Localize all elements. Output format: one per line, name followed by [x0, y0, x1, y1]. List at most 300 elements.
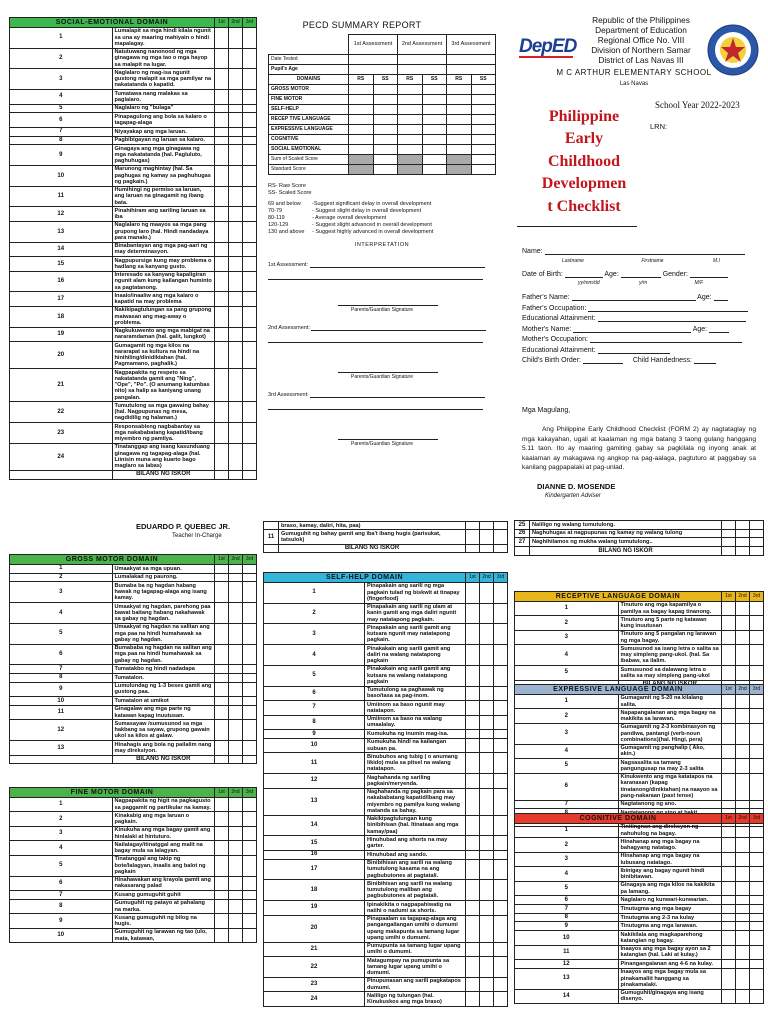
summary-score-cell[interactable]	[398, 135, 423, 145]
assessment-1-checkbox[interactable]	[215, 603, 229, 624]
assessment-3-checkbox[interactable]	[243, 582, 257, 603]
assessment-3-checkbox[interactable]	[243, 127, 257, 136]
assessment-1-checkbox[interactable]	[722, 931, 736, 946]
summary-score-cell[interactable]	[471, 115, 496, 125]
assessment-2-checkbox[interactable]	[229, 826, 243, 841]
assessment-3-checkbox[interactable]	[243, 644, 257, 665]
assessment-2-checkbox[interactable]	[229, 292, 243, 307]
assessment-2-checkbox[interactable]	[736, 630, 750, 645]
assessment-2-checkbox[interactable]	[229, 928, 243, 943]
assessment-3-checkbox[interactable]	[750, 968, 764, 989]
assessment-3-checkbox[interactable]	[494, 701, 508, 716]
assessment-2-checkbox[interactable]	[229, 327, 243, 342]
assessment-2-checkbox[interactable]	[229, 797, 243, 812]
assessment-1-checkbox[interactable]	[215, 644, 229, 665]
assessment-2-checkbox[interactable]	[480, 850, 494, 859]
summary-score-cell[interactable]	[349, 145, 374, 155]
assessment-1-checkbox[interactable]	[466, 603, 480, 624]
assessment-1-checkbox[interactable]	[722, 823, 736, 838]
assessment-1-checkbox[interactable]	[722, 989, 736, 1004]
assessment-2-checkbox[interactable]	[229, 145, 243, 166]
assessment-2-checkbox[interactable]	[229, 673, 243, 682]
summary-score-cell[interactable]	[398, 155, 423, 165]
assessment-1-checkbox[interactable]	[466, 992, 480, 1007]
assessment-1-checkbox[interactable]	[215, 136, 229, 145]
assessment-3-checkbox[interactable]	[243, 186, 257, 207]
father-name-field[interactable]	[522, 293, 760, 304]
assessment-3-checkbox[interactable]	[243, 136, 257, 145]
summary-score-cell[interactable]	[349, 155, 374, 165]
assessment-1-checkbox[interactable]	[215, 682, 229, 697]
assessment-2-checkbox[interactable]	[736, 968, 750, 989]
assessment-3-checkbox[interactable]	[243, 423, 257, 444]
assessment-2-checkbox[interactable]	[480, 686, 494, 701]
assessment-3-checkbox[interactable]	[494, 859, 508, 880]
assessment-1-checkbox[interactable]	[722, 960, 736, 969]
summary-score-cell[interactable]	[422, 165, 447, 175]
assessment-2-checkbox[interactable]	[480, 645, 494, 666]
assessment-1-checkbox[interactable]	[215, 665, 229, 674]
assessment-3-checkbox[interactable]	[494, 788, 508, 815]
assessment-3-checkbox[interactable]	[243, 207, 257, 222]
assessment-3-checkbox[interactable]	[750, 616, 764, 631]
assessment-2-checkbox[interactable]	[229, 48, 243, 69]
assessment-1-checkbox[interactable]	[722, 601, 736, 616]
summary-score-cell[interactable]	[471, 145, 496, 155]
assessment-2-checkbox[interactable]	[480, 815, 494, 836]
summary-score-cell[interactable]	[398, 85, 423, 95]
assessment-2-checkbox[interactable]	[480, 624, 494, 645]
assessment-1-checkbox[interactable]	[215, 127, 229, 136]
assessment-2-checkbox[interactable]	[229, 271, 243, 292]
summary-score-cell[interactable]	[447, 95, 472, 105]
summary-score-cell[interactable]	[447, 145, 472, 155]
assessment-2-checkbox[interactable]	[480, 730, 494, 739]
assessment-1-checkbox[interactable]	[722, 881, 736, 896]
assessment-1-checkbox[interactable]	[466, 957, 480, 978]
assessment-1-checkbox[interactable]	[215, 705, 229, 720]
assessment-2-checkbox[interactable]	[229, 342, 243, 369]
assessment-3-checkbox[interactable]	[243, 928, 257, 943]
assessment-1-checkbox[interactable]	[215, 48, 229, 69]
summary-score-cell[interactable]	[349, 115, 374, 125]
assessment-2-checkbox[interactable]	[736, 694, 750, 709]
assessment-2-checkbox[interactable]	[229, 27, 243, 48]
summary-score-cell[interactable]	[398, 125, 423, 135]
assessment-1-checkbox[interactable]	[466, 901, 480, 916]
assessment-3-checkbox[interactable]	[243, 899, 257, 914]
assessment-1-checkbox[interactable]	[466, 880, 480, 901]
assessment-3-checkbox[interactable]	[243, 623, 257, 644]
assessment-3-checkbox[interactable]	[494, 715, 508, 730]
summary-score-cell[interactable]	[373, 85, 398, 95]
summary-score-cell[interactable]	[373, 125, 398, 135]
assessment-3-checkbox[interactable]	[494, 522, 508, 530]
assessment-3-checkbox[interactable]	[750, 922, 764, 931]
score-cell[interactable]	[229, 755, 243, 764]
score-cell[interactable]	[215, 470, 229, 479]
assessment-1-checkbox[interactable]	[466, 624, 480, 645]
assessment-3-checkbox[interactable]	[243, 145, 257, 166]
assessment-1-checkbox[interactable]	[722, 616, 736, 631]
assessment-3-checkbox[interactable]	[750, 538, 764, 547]
assessment-2-checkbox[interactable]	[229, 306, 243, 327]
assessment-1-checkbox[interactable]	[466, 701, 480, 716]
assessment-2-checkbox[interactable]	[736, 881, 750, 896]
summary-score-cell[interactable]	[471, 95, 496, 105]
score-cell[interactable]	[243, 470, 257, 479]
father-education-field[interactable]	[522, 314, 760, 325]
assessment-1-checkbox[interactable]	[466, 730, 480, 739]
assessment-1-checkbox[interactable]	[722, 773, 736, 800]
assessment-3-checkbox[interactable]	[243, 812, 257, 827]
assessment-3-checkbox[interactable]	[750, 989, 764, 1004]
summary-score-cell[interactable]	[447, 135, 472, 145]
assessment-1-checkbox[interactable]	[722, 867, 736, 882]
assessment-1-checkbox[interactable]	[466, 665, 480, 686]
summary-score-cell[interactable]	[447, 155, 472, 165]
score-cell[interactable]	[750, 547, 764, 556]
assessment-2-checkbox[interactable]	[229, 891, 243, 900]
assessment-3-checkbox[interactable]	[750, 773, 764, 800]
score-cell[interactable]	[480, 544, 494, 553]
assessment-1-checkbox[interactable]	[215, 443, 229, 470]
assessment-1-checkbox[interactable]	[215, 104, 229, 113]
assessment-2-checkbox[interactable]	[480, 788, 494, 815]
assessment-3-checkbox[interactable]	[750, 744, 764, 759]
assessment-3-checkbox[interactable]	[750, 945, 764, 960]
assessment-3-checkbox[interactable]	[243, 876, 257, 891]
summary-score-cell[interactable]	[471, 165, 496, 175]
summary-score-cell[interactable]	[373, 155, 398, 165]
assessment-2-checkbox[interactable]	[480, 859, 494, 880]
assessment-3-checkbox[interactable]	[243, 603, 257, 624]
assessment-1-checkbox[interactable]	[215, 797, 229, 812]
summary-score-cell[interactable]	[349, 125, 374, 135]
assessment-1-checkbox[interactable]	[215, 573, 229, 582]
assessment-3-checkbox[interactable]	[494, 880, 508, 901]
assessment-3-checkbox[interactable]	[494, 992, 508, 1007]
assessment-3-checkbox[interactable]	[494, 730, 508, 739]
assessment-1-checkbox[interactable]	[722, 838, 736, 853]
assessment-2-checkbox[interactable]	[229, 207, 243, 222]
assessment-2-checkbox[interactable]	[736, 645, 750, 666]
summary-score-cell[interactable]	[447, 105, 472, 115]
assessment-2-checkbox[interactable]	[229, 644, 243, 665]
summary-score-cell[interactable]	[422, 145, 447, 155]
assessment-2-checkbox[interactable]	[229, 582, 243, 603]
assessment-1-checkbox[interactable]	[466, 815, 480, 836]
assessment-1-checkbox[interactable]	[215, 582, 229, 603]
assessment-1-checkbox[interactable]	[215, 855, 229, 876]
assessment-1-checkbox[interactable]	[466, 715, 480, 730]
assessment-2-checkbox[interactable]	[736, 913, 750, 922]
assessment-2-checkbox[interactable]	[736, 896, 750, 905]
assessment-3-checkbox[interactable]	[243, 891, 257, 900]
assessment-1-checkbox[interactable]	[466, 530, 480, 545]
assessment-2-checkbox[interactable]	[480, 915, 494, 942]
assessment-1-checkbox[interactable]	[466, 942, 480, 957]
assessment-2-checkbox[interactable]	[229, 603, 243, 624]
assessment-1-checkbox[interactable]	[722, 709, 736, 724]
score-cell[interactable]	[243, 755, 257, 764]
assessment-1-checkbox[interactable]	[722, 538, 736, 547]
assessment-2-checkbox[interactable]	[480, 530, 494, 545]
assessment-3-checkbox[interactable]	[243, 257, 257, 272]
assessment-3-checkbox[interactable]	[243, 306, 257, 327]
assessment-1-checkbox[interactable]	[722, 759, 736, 774]
assessment-3-checkbox[interactable]	[243, 27, 257, 48]
assessment-2-checkbox[interactable]	[736, 529, 750, 538]
assessment-2-checkbox[interactable]	[736, 852, 750, 867]
assessment-3-checkbox[interactable]	[494, 942, 508, 957]
assessment-2-checkbox[interactable]	[229, 720, 243, 741]
summary-score-cell[interactable]	[447, 165, 472, 175]
assessment-1-checkbox[interactable]	[722, 694, 736, 709]
assessment-3-checkbox[interactable]	[494, 665, 508, 686]
assessment-1-checkbox[interactable]	[215, 306, 229, 327]
assessment-2-checkbox[interactable]	[736, 666, 750, 681]
assessment-2-checkbox[interactable]	[480, 836, 494, 851]
assessment-3-checkbox[interactable]	[750, 723, 764, 744]
assessment-1-checkbox[interactable]	[466, 915, 480, 942]
assessment-1-checkbox[interactable]	[215, 720, 229, 741]
assessment-2-checkbox[interactable]	[229, 242, 243, 257]
assessment-2-checkbox[interactable]	[229, 221, 243, 242]
assessment-3-checkbox[interactable]	[750, 800, 764, 809]
assessment-1-checkbox[interactable]	[215, 342, 229, 369]
assessment-2-checkbox[interactable]	[229, 423, 243, 444]
assessment-3-checkbox[interactable]	[750, 838, 764, 853]
assessment-3-checkbox[interactable]	[494, 774, 508, 789]
assessment-1-checkbox[interactable]	[466, 788, 480, 815]
assessment-1-checkbox[interactable]	[466, 645, 480, 666]
dob-field[interactable]	[522, 270, 760, 281]
assessment-1-checkbox[interactable]	[466, 859, 480, 880]
assessment-3-checkbox[interactable]	[750, 759, 764, 774]
assessment-3-checkbox[interactable]	[243, 165, 257, 186]
assessment-2-checkbox[interactable]	[229, 876, 243, 891]
assessment-2-checkbox[interactable]	[736, 744, 750, 759]
assessment-3-checkbox[interactable]	[243, 292, 257, 307]
assessment-1-checkbox[interactable]	[722, 852, 736, 867]
assessment-1-checkbox[interactable]	[215, 623, 229, 644]
assessment-2-checkbox[interactable]	[229, 104, 243, 113]
summary-score-cell[interactable]	[398, 165, 423, 175]
assessment-3-checkbox[interactable]	[243, 242, 257, 257]
assessment-2-checkbox[interactable]	[229, 127, 243, 136]
assessment-3-checkbox[interactable]	[494, 957, 508, 978]
assessment-2-checkbox[interactable]	[736, 800, 750, 809]
summary-score-cell[interactable]	[398, 95, 423, 105]
summary-score-cell[interactable]	[471, 155, 496, 165]
assessment-2-checkbox[interactable]	[480, 992, 494, 1007]
assessment-1-checkbox[interactable]	[215, 564, 229, 573]
assessment-1-checkbox[interactable]	[722, 630, 736, 645]
assessment-2-checkbox[interactable]	[229, 257, 243, 272]
assessment-2-checkbox[interactable]	[229, 855, 243, 876]
mother-education-field[interactable]	[522, 346, 760, 357]
assessment-3-checkbox[interactable]	[243, 841, 257, 856]
father-occupation-field[interactable]	[522, 304, 760, 315]
assessment-3-checkbox[interactable]	[494, 624, 508, 645]
assessment-3-checkbox[interactable]	[243, 90, 257, 105]
assessment-3-checkbox[interactable]	[750, 709, 764, 724]
assessment-3-checkbox[interactable]	[243, 697, 257, 706]
assessment-3-checkbox[interactable]	[243, 914, 257, 929]
assessment-2-checkbox[interactable]	[229, 697, 243, 706]
assessment-3-checkbox[interactable]	[494, 850, 508, 859]
assessment-3-checkbox[interactable]	[243, 855, 257, 876]
assessment-2-checkbox[interactable]	[736, 945, 750, 960]
assessment-2-checkbox[interactable]	[480, 753, 494, 774]
assessment-3-checkbox[interactable]	[243, 48, 257, 69]
summary-score-cell[interactable]	[422, 135, 447, 145]
assessment-1-checkbox[interactable]	[722, 723, 736, 744]
assessment-3-checkbox[interactable]	[243, 673, 257, 682]
assessment-3-checkbox[interactable]	[750, 630, 764, 645]
assessment-1-checkbox[interactable]	[215, 826, 229, 841]
assessment-3-checkbox[interactable]	[243, 705, 257, 720]
assessment-1-checkbox[interactable]	[215, 207, 229, 222]
assessment-2-checkbox[interactable]	[480, 582, 494, 603]
assessment-3-checkbox[interactable]	[494, 603, 508, 624]
summary-score-cell[interactable]	[447, 85, 472, 95]
mother-name-field[interactable]	[522, 325, 760, 336]
assessment-3-checkbox[interactable]	[243, 573, 257, 582]
assessment-2-checkbox[interactable]	[736, 723, 750, 744]
assessment-2-checkbox[interactable]	[229, 741, 243, 756]
summary-score-cell[interactable]	[349, 85, 374, 95]
assessment-3-checkbox[interactable]	[750, 931, 764, 946]
assessment-2-checkbox[interactable]	[480, 738, 494, 753]
assessment-2-checkbox[interactable]	[480, 774, 494, 789]
assessment-3-checkbox[interactable]	[750, 867, 764, 882]
summary-score-cell[interactable]	[422, 125, 447, 135]
assessment-1-checkbox[interactable]	[215, 369, 229, 402]
score-cell[interactable]	[736, 547, 750, 556]
assessment-2-checkbox[interactable]	[229, 443, 243, 470]
summary-score-cell[interactable]	[422, 115, 447, 125]
summary-score-cell[interactable]	[422, 105, 447, 115]
assessment-2-checkbox[interactable]	[229, 136, 243, 145]
assessment-2-checkbox[interactable]	[229, 841, 243, 856]
assessment-2-checkbox[interactable]	[229, 90, 243, 105]
assessment-3-checkbox[interactable]	[494, 753, 508, 774]
assessment-2-checkbox[interactable]	[480, 603, 494, 624]
assessment-1-checkbox[interactable]	[215, 402, 229, 423]
assessment-2-checkbox[interactable]	[229, 899, 243, 914]
assessment-3-checkbox[interactable]	[750, 960, 764, 969]
assessment-3-checkbox[interactable]	[243, 104, 257, 113]
summary-score-cell[interactable]	[398, 105, 423, 115]
summary-score-cell[interactable]	[422, 85, 447, 95]
assessment-2-checkbox[interactable]	[480, 880, 494, 901]
assessment-2-checkbox[interactable]	[736, 709, 750, 724]
assessment-3-checkbox[interactable]	[750, 694, 764, 709]
assessment-2-checkbox[interactable]	[480, 977, 494, 992]
assessment-2-checkbox[interactable]	[229, 402, 243, 423]
mother-occupation-field[interactable]	[522, 335, 760, 346]
assessment-3-checkbox[interactable]	[243, 402, 257, 423]
assessment-1-checkbox[interactable]	[466, 522, 480, 530]
summary-score-cell[interactable]	[349, 95, 374, 105]
assessment-3-checkbox[interactable]	[243, 443, 257, 470]
assessment-3-checkbox[interactable]	[750, 905, 764, 914]
assessment-1-checkbox[interactable]	[722, 913, 736, 922]
assessment-2-checkbox[interactable]	[736, 823, 750, 838]
assessment-1-checkbox[interactable]	[215, 165, 229, 186]
assessment-3-checkbox[interactable]	[494, 530, 508, 545]
assessment-3-checkbox[interactable]	[494, 901, 508, 916]
assessment-3-checkbox[interactable]	[750, 666, 764, 681]
summary-score-cell[interactable]	[398, 115, 423, 125]
summary-score-cell[interactable]	[447, 115, 472, 125]
assessment-1-checkbox[interactable]	[722, 645, 736, 666]
assessment-3-checkbox[interactable]	[494, 645, 508, 666]
assessment-3-checkbox[interactable]	[243, 342, 257, 369]
score-cell[interactable]	[494, 544, 508, 553]
assessment-3-checkbox[interactable]	[243, 682, 257, 697]
assessment-1-checkbox[interactable]	[466, 686, 480, 701]
assessment-1-checkbox[interactable]	[215, 69, 229, 90]
assessment-1-checkbox[interactable]	[215, 841, 229, 856]
assessment-2-checkbox[interactable]	[229, 113, 243, 128]
assessment-3-checkbox[interactable]	[243, 369, 257, 402]
summary-score-cell[interactable]	[471, 85, 496, 95]
assessment-1-checkbox[interactable]	[215, 899, 229, 914]
assessment-3-checkbox[interactable]	[243, 720, 257, 741]
assessment-3-checkbox[interactable]	[494, 977, 508, 992]
summary-score-cell[interactable]	[349, 105, 374, 115]
assessment-3-checkbox[interactable]	[750, 601, 764, 616]
assessment-3-checkbox[interactable]	[243, 327, 257, 342]
assessment-3-checkbox[interactable]	[750, 913, 764, 922]
assessment-1-checkbox[interactable]	[466, 774, 480, 789]
assessment-3-checkbox[interactable]	[494, 915, 508, 942]
assessment-1-checkbox[interactable]	[215, 292, 229, 307]
assessment-1-checkbox[interactable]	[722, 945, 736, 960]
assessment-2-checkbox[interactable]	[736, 838, 750, 853]
score-cell[interactable]	[229, 470, 243, 479]
assessment-3-checkbox[interactable]	[750, 881, 764, 896]
assessment-2-checkbox[interactable]	[736, 931, 750, 946]
assessment-1-checkbox[interactable]	[722, 905, 736, 914]
assessment-3-checkbox[interactable]	[243, 665, 257, 674]
assessment-1-checkbox[interactable]	[722, 529, 736, 538]
assessment-3-checkbox[interactable]	[750, 823, 764, 838]
summary-score-cell[interactable]	[447, 125, 472, 135]
assessment-3-checkbox[interactable]	[494, 686, 508, 701]
assessment-3-checkbox[interactable]	[494, 815, 508, 836]
assessment-1-checkbox[interactable]	[215, 113, 229, 128]
assessment-2-checkbox[interactable]	[480, 522, 494, 530]
assessment-3-checkbox[interactable]	[750, 521, 764, 530]
assessment-1-checkbox[interactable]	[215, 327, 229, 342]
score-cell[interactable]	[215, 755, 229, 764]
assessment-1-checkbox[interactable]	[215, 741, 229, 756]
summary-score-cell[interactable]	[373, 95, 398, 105]
summary-score-cell[interactable]	[373, 165, 398, 175]
assessment-2-checkbox[interactable]	[229, 369, 243, 402]
assessment-2-checkbox[interactable]	[736, 960, 750, 969]
summary-score-cell[interactable]	[422, 95, 447, 105]
assessment-1-checkbox[interactable]	[466, 753, 480, 774]
assessment-1-checkbox[interactable]	[722, 800, 736, 809]
assessment-1-checkbox[interactable]	[215, 697, 229, 706]
assessment-3-checkbox[interactable]	[494, 582, 508, 603]
assessment-3-checkbox[interactable]	[243, 741, 257, 756]
